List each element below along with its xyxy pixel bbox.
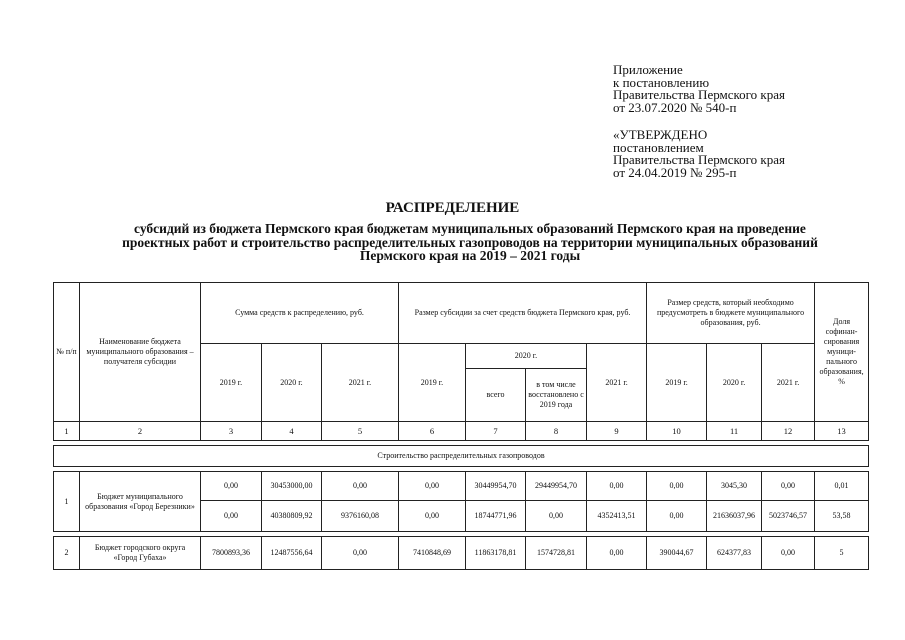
appendix-block: [613, 64, 785, 179]
header-year: 2020 г.: [707, 344, 762, 422]
cell: 30453000,00: [262, 472, 322, 501]
approval-line: от 24.04.2019 № 295-п: [613, 164, 737, 180]
cell: 0,00: [399, 501, 466, 532]
header-local-group: Размер средств, который необходимо предусмотреть в бюджете муниципального образования, руб.: [647, 283, 815, 344]
cell: 1574728,81: [526, 537, 587, 570]
col-number: 8: [526, 422, 587, 441]
approval-line: «УТВЕРЖДЕНО: [613, 127, 708, 142]
row-num: 1: [54, 472, 80, 532]
cell: 3045,30: [707, 472, 762, 501]
cell: 53,58: [815, 501, 869, 532]
cell: 21636037,96: [707, 501, 762, 532]
cell: 29449954,70: [526, 472, 587, 501]
col-number: 9: [587, 422, 647, 441]
cell: 0,00: [201, 501, 262, 532]
column-numbers-row: [54, 422, 869, 441]
cell: 0,00: [399, 472, 466, 501]
col-number: 7: [466, 422, 526, 441]
cell: 0,00: [762, 537, 815, 570]
cell: 12487556,64: [262, 537, 322, 570]
cell: 0,01: [815, 472, 869, 501]
col-number: 11: [707, 422, 762, 441]
col-number: 3: [201, 422, 262, 441]
section-row: [54, 446, 869, 467]
col-number: 4: [262, 422, 322, 441]
cell: 5023746,57: [762, 501, 815, 532]
header-num: № п/п: [54, 283, 80, 422]
header-total: всего: [466, 369, 526, 422]
col-number: 12: [762, 422, 815, 441]
cell: 390044,67: [647, 537, 707, 570]
col-number: 5: [322, 422, 399, 441]
row-name: Бюджет городского округа «Город Губаха»: [80, 537, 201, 570]
cell: 0,00: [647, 472, 707, 501]
header-sum-group: Сумма средств к распределению, руб.: [201, 283, 399, 344]
col-number: 6: [399, 422, 466, 441]
cell: 0,00: [587, 537, 647, 570]
col-number: 2: [80, 422, 201, 441]
header-name: Наименование бюджета муниципального образования – получателя субсидии: [80, 283, 201, 422]
cell: 9376160,08: [322, 501, 399, 532]
cell: 0,00: [201, 472, 262, 501]
col-number: 1: [54, 422, 80, 441]
appendix-line: Приложение: [613, 62, 683, 77]
document-title: РАСПРЕДЕЛЕНИЕ: [385, 200, 520, 216]
distribution-table: [53, 282, 869, 570]
cell: 4352413,51: [587, 501, 647, 532]
cell: 40380809,92: [262, 501, 322, 532]
cell: 0,00: [587, 472, 647, 501]
cell: 0,00: [526, 501, 587, 532]
appendix-line: Правительства Пермского края: [613, 87, 785, 102]
document-subtitle: субсидий из бюджета Пермского края бюджетам муниципальных образований Пермского края на проведение проектных работ и строительство распределительных газопроводов на территории муниципальных образований Пермского края на 2019 – 2021 годы: [122, 221, 818, 263]
header-subsidy-group: Размер субсидии за счет средств бюджета Пермского края, руб.: [399, 283, 647, 344]
header-year: 2020 г.: [466, 344, 587, 369]
cell: 30449954,70: [466, 472, 526, 501]
cell: 0,00: [647, 501, 707, 532]
header-year: 2020 г.: [262, 344, 322, 422]
header-year: 2019 г.: [399, 344, 466, 422]
header-share: Доля софинан-сирования муници-пального образования, %: [815, 283, 869, 422]
cell: 0,00: [322, 472, 399, 501]
col-number: 10: [647, 422, 707, 441]
row-name: Бюджет муниципального образования «Город Березники»: [80, 472, 201, 532]
cell: 7800893,36: [201, 537, 262, 570]
row-num: 2: [54, 537, 80, 570]
header-year: 2019 г.: [201, 344, 262, 422]
approval-line: Правительства Пермского края: [613, 152, 785, 167]
cell: 11863178,81: [466, 537, 526, 570]
appendix-line: к постановлению: [613, 74, 710, 90]
appendix-line: от 23.07.2020 № 540-п: [613, 99, 737, 115]
header-year: 2021 г.: [762, 344, 815, 422]
section-title: Строительство распределительных газопроводов: [54, 446, 869, 467]
cell: 5: [815, 537, 869, 570]
header-year: 2021 г.: [322, 344, 399, 422]
cell: 0,00: [322, 537, 399, 570]
cell: 7410848,69: [399, 537, 466, 570]
header-restored: в том числе восстановлено с 2019 года: [526, 369, 587, 422]
table-row: [54, 537, 869, 570]
header-year: 2021 г.: [587, 344, 647, 422]
cell: 624377,83: [707, 537, 762, 570]
cell: 0,00: [762, 472, 815, 501]
table-row: [54, 472, 869, 501]
approval-line: постановлением: [613, 139, 704, 155]
cell: 18744771,96: [466, 501, 526, 532]
header-row: [54, 283, 869, 344]
header-year: 2019 г.: [647, 344, 707, 422]
col-number: 13: [815, 422, 869, 441]
